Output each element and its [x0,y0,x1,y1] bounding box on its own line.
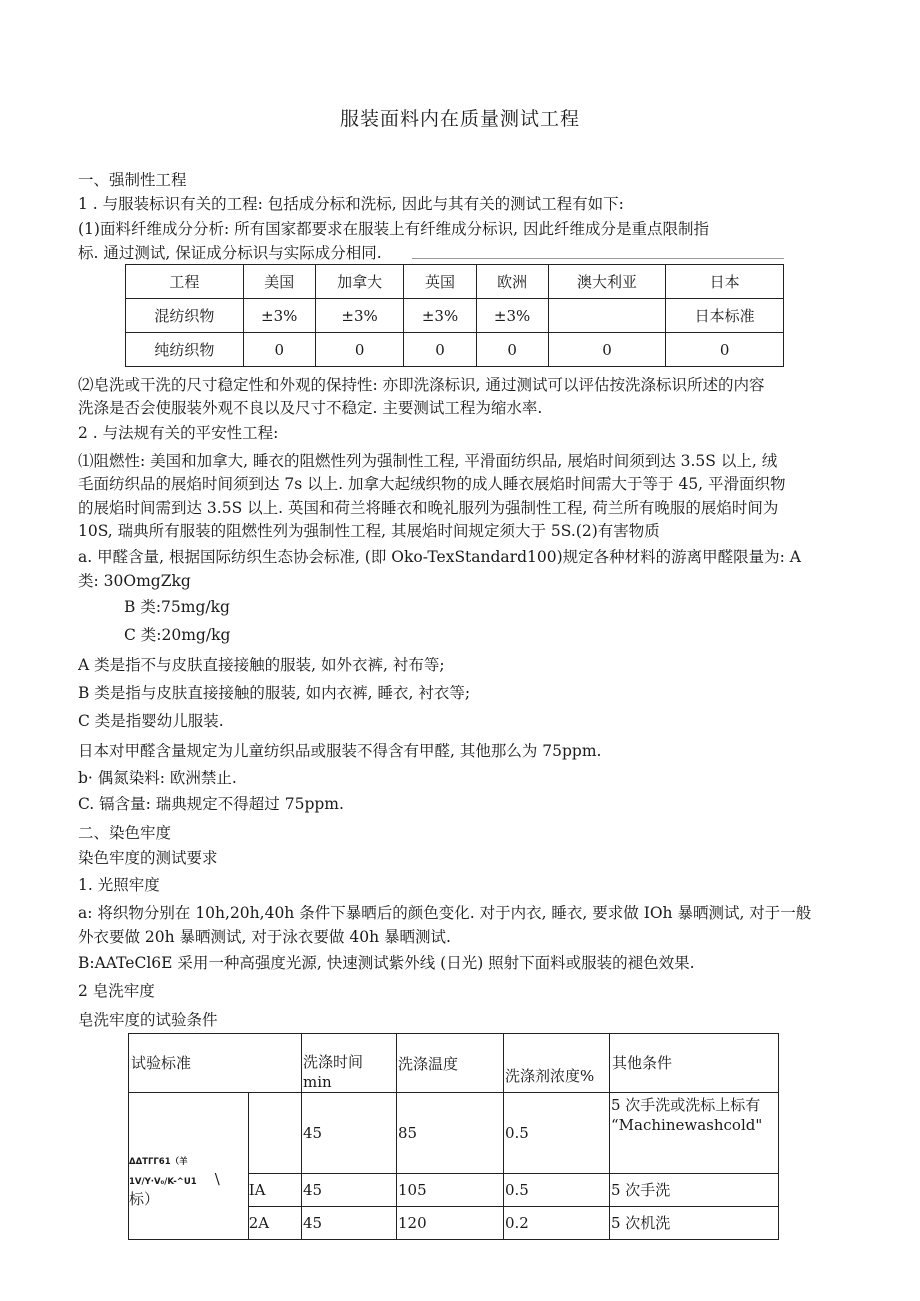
paragraph-line: (1)面料纤维成分分析: 所有国家都要求在服装上有纤维成分标识, 因此纤维成分是重点限制指 [78,220,709,238]
table-header-cell: 英国 [404,265,476,299]
condition-line: 5 次手洗或洗标上标有 [611,1096,761,1114]
paragraph-line: C 类:20mg/kg [124,626,231,644]
underline-rule [412,258,784,259]
paragraph-line: b· 偶氮染料: 欧洲禁止. [78,769,237,787]
table-cell: 纯纺织物 [126,333,244,367]
table-header-row [129,1034,779,1093]
table-cell: 0 [404,333,476,367]
standard-text [129,1149,248,1172]
table-cell: 120 [397,1207,504,1240]
paragraph-line: 外衣要做 20h 暴晒测试, 对于泳衣要做 40h 暴晒测试. [78,928,451,946]
paragraph-line: 洗涤是否会使服装外观不良以及尺寸不稳定. 主要测试工程为缩水率. [78,399,543,417]
paragraph-line: 类: 30OmgZkg [78,572,191,590]
table-cell: 0.5 [504,1174,610,1207]
paragraph-line: 10S, 瑞典所有服装的阻燃性列为强制性工程, 其展焰时间规定须大于 5S.(2)有害物质 [78,522,660,540]
table-header-cell: 美国 [243,265,315,299]
table-header-row [126,265,784,299]
section-heading: 一、强制性工程 [78,171,187,189]
table-row [126,299,784,333]
table-cell: 5 次手洗 [610,1174,779,1207]
table-header-cell: 试验标准 [129,1034,302,1093]
subsection-heading: 染色牢度的测试要求 [78,849,218,867]
subsection-heading: 1. 光照牢度 [78,876,160,894]
subsection-heading: 皂洗牢度的试验条件 [78,1011,218,1029]
table-cell: 85 [397,1093,504,1174]
table-header-cell: 洗涤剂浓度% [504,1034,610,1093]
document-title: 服装面料内在质量测试工程 [339,108,580,130]
subsection-heading: 1 . 与服装标识有关的工程: 包括成分标和洗标, 因此与其有关的测试工程有如下: [78,195,624,213]
table-header-cell: 澳大利亚 [548,265,666,299]
table-row [129,1093,779,1174]
standard-text [129,1172,248,1189]
paragraph-line: 日本对甲醛含量规定为儿童纺织品或服装不得含有甲醛, 其他那么为 75ppm. [78,742,602,760]
table-cell [248,1093,301,1174]
table-header-cell: 欧洲 [476,265,548,299]
subsection-heading: 2 皂洗牢度 [78,982,155,1000]
table-header-cell: 加拿大 [315,265,404,299]
standard-cell [129,1093,249,1240]
table-cell: 0.2 [504,1207,610,1240]
paragraph-line: C 类是指婴幼儿服装. [78,712,224,730]
subsection-heading: 2 . 与法规有关的平安性工程: [78,424,279,442]
paragraph-line: ⑵皂洗或干洗的尺寸稳定性和外观的保持性: 亦即洗涤标识, 通过测试可以评估按洗涤标识所述的内容 [78,376,765,394]
table-header-cell: 日本 [666,265,784,299]
table-cell: 105 [397,1174,504,1207]
table-cell: ±3% [476,299,548,333]
paragraph-line: C. 镉含量: 瑞典规定不得超过 75ppm. [78,795,344,813]
table-cell: 5 次机洗 [610,1207,779,1240]
labeling-tolerance-table [125,264,784,367]
table-header-cell: 其他条件 [610,1034,779,1093]
table-cell [610,1093,779,1174]
table-row [126,333,784,367]
table-cell: 0 [666,333,784,367]
paragraph-line: 标. 通过测试, 保证成分标识与实际成分相同. [78,244,382,262]
table-cell: 45 [302,1093,397,1174]
table-cell: ±3% [243,299,315,333]
table-header-cell: 洗涤温度 [397,1034,504,1093]
header-wash-time-unit: min [303,1073,332,1091]
paragraph-line: ⑴阻燃性: 美国和加拿大, 睡衣的阻燃性列为强制性工程, 平滑面纺织品, 展焰时间须到达 3.5S 以上, 绒 [78,452,778,470]
paragraph-line: B:AATeCl6E 采用一种高强度光源, 快速测试紫外线 (日光) 照射下面料或服装的褪色效果. [78,954,695,972]
paragraph-line: a: 将织物分别在 10h,20h,40h 条件下暴晒后的颜色变化. 对于内衣, 睡衣, 要求做 IOh 暴晒测试, 对于一般 [78,904,812,922]
table-cell: 0 [476,333,548,367]
paragraph-line: A 类是指不与皮肤直接接触的服装, 如外衣裤, 衬布等; [78,656,445,674]
table-cell: 45 [302,1207,397,1240]
table-cell: 2A [248,1207,301,1240]
table-cell: 0 [243,333,315,367]
condition-line: “Machinewashcold" [611,1116,763,1134]
paragraph-line: 的展焰时间需到达 3.5S 以上. 英国和荷兰将睡衣和晚礼服列为强制性工程, 荷兰所有晚服的展焰时间为 [78,499,779,517]
table-cell: 混纺织物 [126,299,244,333]
table-cell: 0 [315,333,404,367]
section-heading: 二、染色牢度 [78,824,172,842]
paragraph-line: 毛面纺织品的展焰时间须到达 7s 以上. 加拿大起绒织物的成人睡衣展焰时间需大于等于 45, 平滑面织物 [78,475,786,493]
table-cell: 日本标准 [666,299,784,333]
table-cell [548,299,666,333]
table-cell: ±3% [404,299,476,333]
standard-code: ΔΔTΓΓ61（羊 [129,1157,188,1167]
paragraph-line: B 类:75mg/kg [124,598,230,616]
header-wash-time: 洗涤时间 [303,1053,364,1071]
standard-code: 1V/Y·V₀/K-^U1 [129,1177,197,1187]
standard-mark: \ [214,1170,220,1188]
table-cell: 0 [548,333,666,367]
table-header-cell [302,1034,397,1093]
paragraph-line: B 类是指与皮肤直接接触的服装, 如内衣裤, 睡衣, 衬衣等; [78,684,471,702]
table-cell: ±3% [315,299,404,333]
washing-fastness-table [128,1033,779,1240]
paragraph-line: a. 甲醛含量, 根据国际纺织生态协会标准, (即 Oko-TexStandard100)规定各种材料的游离甲醛限量为: A [78,548,801,566]
table-header-cell: 工程 [126,265,244,299]
table-cell: 45 [302,1174,397,1207]
table-cell: 0.5 [504,1093,610,1174]
standard-text: 标） [129,1190,160,1208]
table-cell: IA [248,1174,301,1207]
